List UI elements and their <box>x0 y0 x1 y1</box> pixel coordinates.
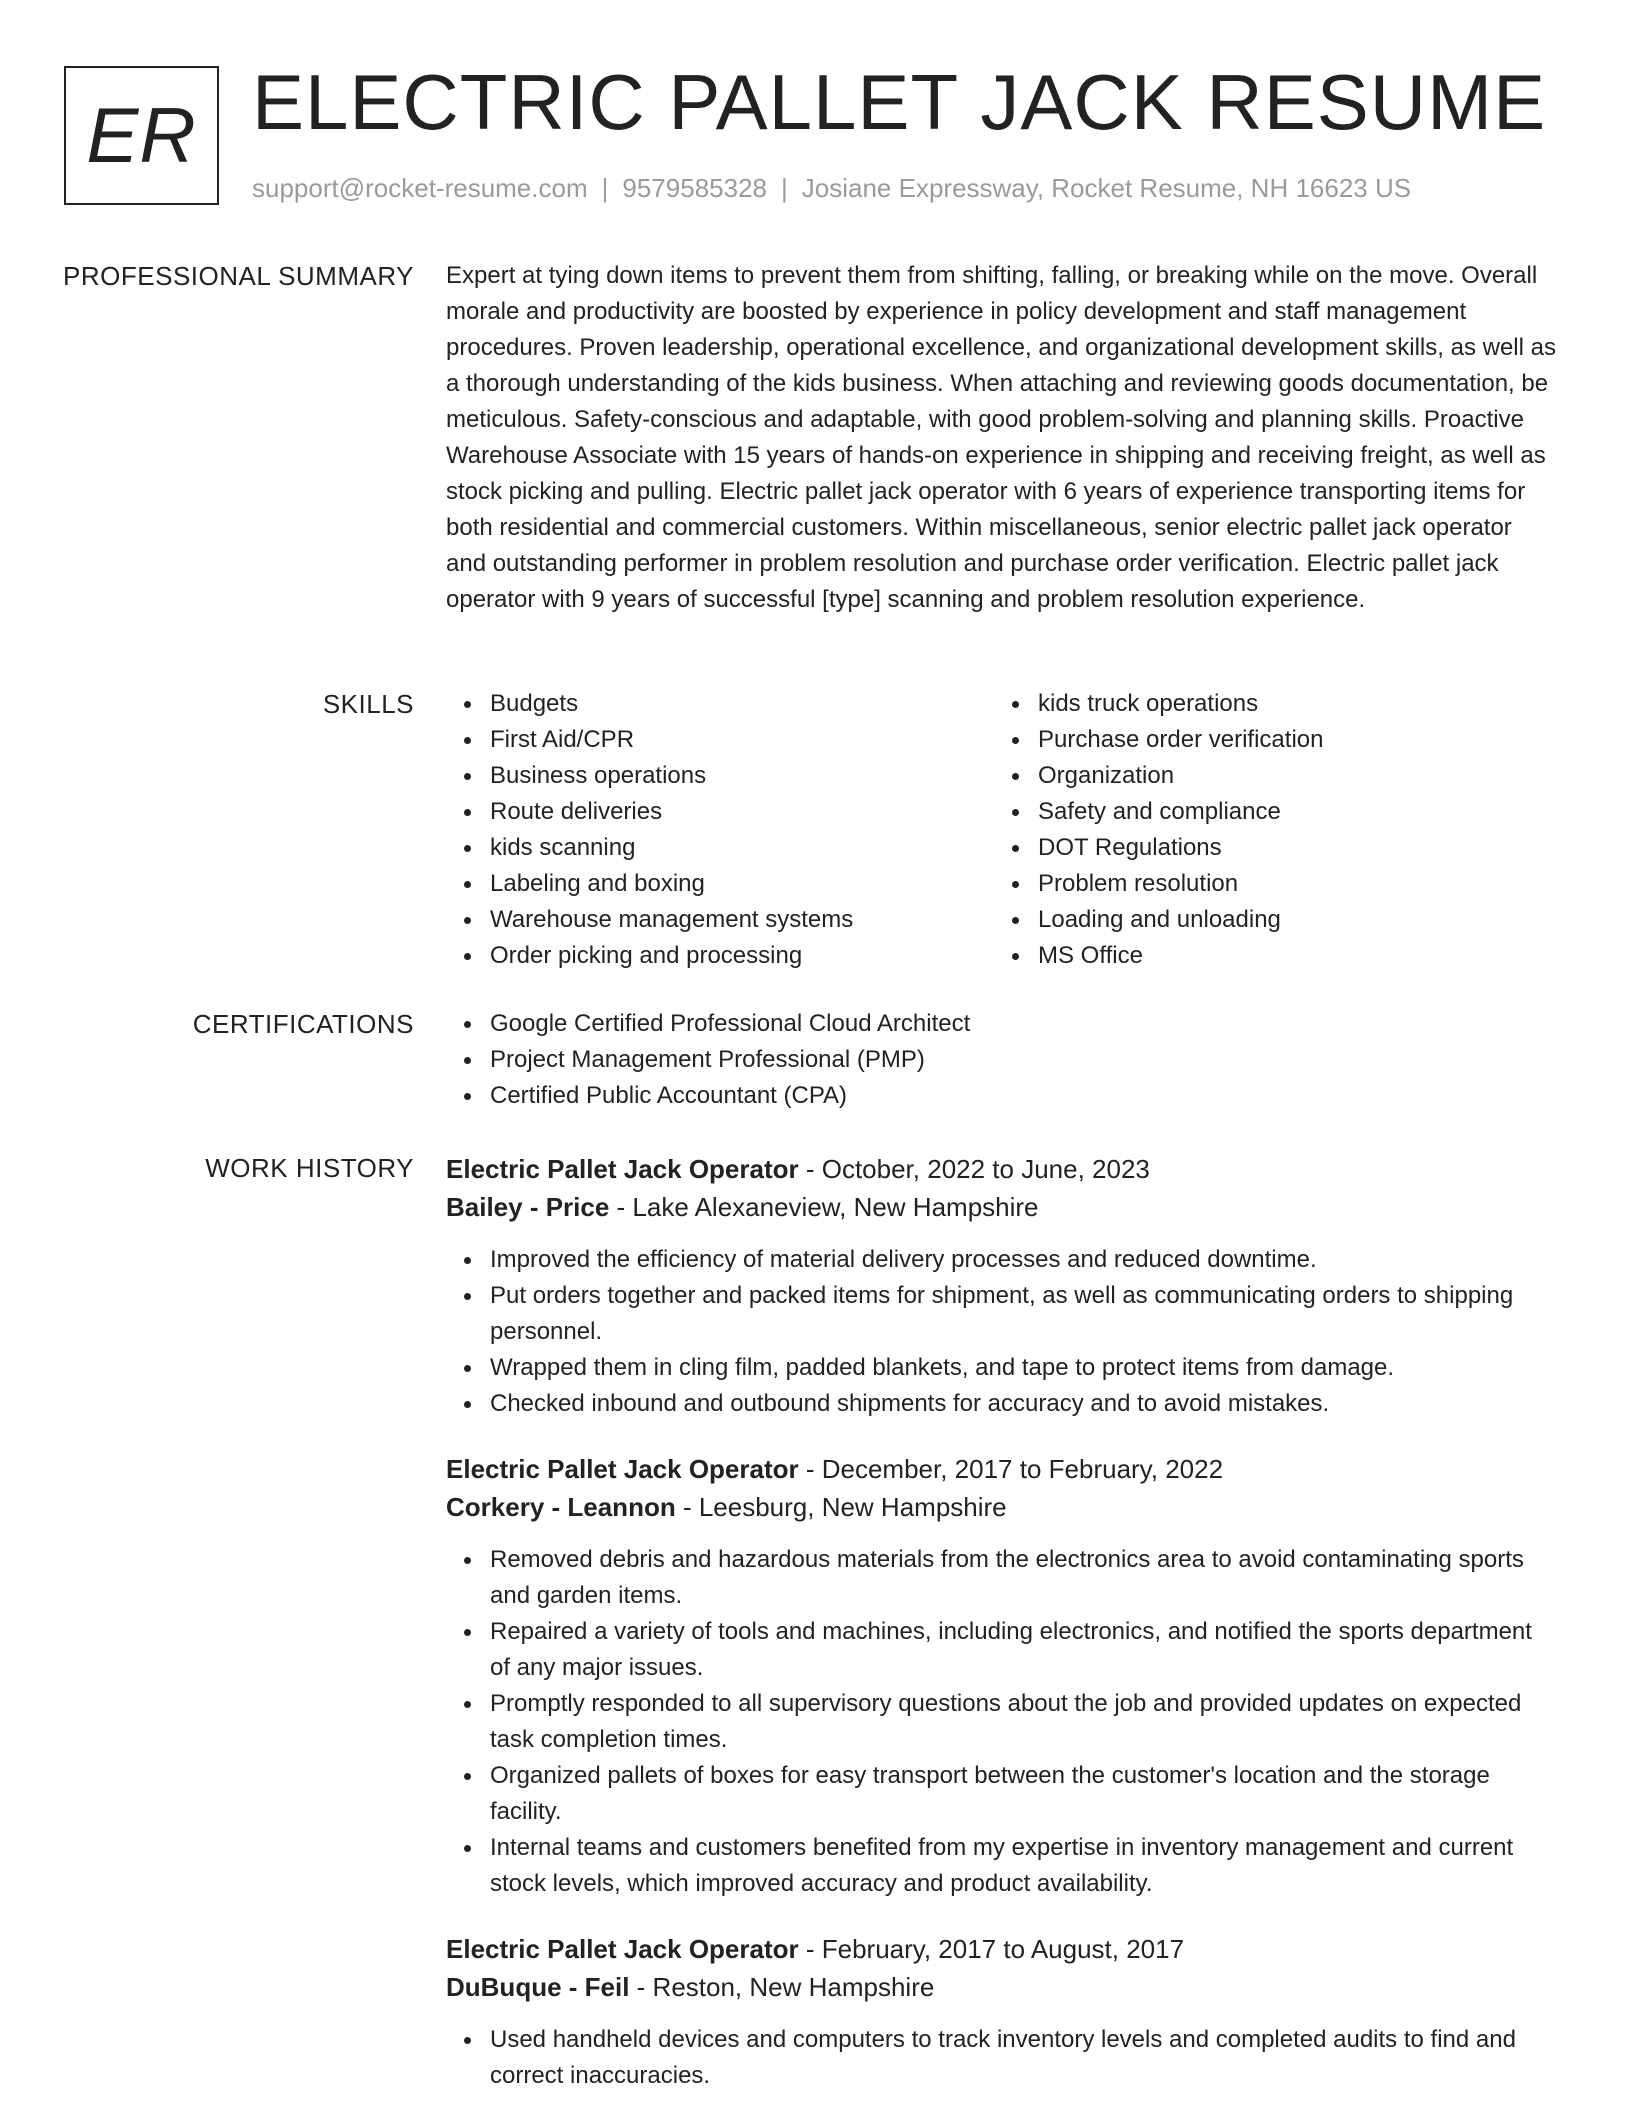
skill-item: Problem resolution <box>1038 866 1542 902</box>
contact-separator: | <box>601 173 609 203</box>
address-text: Josiane Expressway, Rocket Resume, NH 16623 US <box>801 173 1412 203</box>
job-bullets <box>446 2022 1556 2094</box>
contact-separator: | <box>781 173 788 203</box>
certification-item: Certified Public Accountant (CPA) <box>490 1078 1556 1114</box>
job-entry <box>446 1450 1556 1902</box>
skills-list-left <box>446 686 994 974</box>
phone-text: 9579585328 <box>622 173 767 203</box>
work-history-heading: WORK HISTORY <box>205 1153 414 1183</box>
job-company-line <box>446 1188 1556 1226</box>
job-entry <box>446 1150 1556 1422</box>
job-company-line <box>446 1968 1556 2006</box>
job-title-line <box>446 1450 1556 1488</box>
job-bullet: Put orders together and packed items for shipment, as well as communicating orders to shipping personnel. <box>490 1278 1556 1350</box>
skill-item: DOT Regulations <box>1038 830 1542 866</box>
skill-item: kids scanning <box>490 830 994 866</box>
job-company: Bailey - Price <box>446 1192 610 1222</box>
job-location: - Reston, New Hampshire <box>629 1972 935 2002</box>
job-title: Electric Pallet Jack Operator <box>446 1454 799 1484</box>
skills-list-right <box>994 686 1542 974</box>
certifications-list <box>446 1006 1556 1114</box>
skill-item: Budgets <box>490 686 994 722</box>
skill-item: First Aid/CPR <box>490 722 994 758</box>
skill-item: Order picking and processing <box>490 938 994 974</box>
skill-item: Safety and compliance <box>1038 794 1542 830</box>
contact-line <box>252 172 1411 206</box>
job-entry <box>446 1930 1556 2094</box>
certification-item: Project Management Professional (PMP) <box>490 1042 1556 1078</box>
skill-item: Loading and unloading <box>1038 902 1542 938</box>
job-dates: - October, 2022 to June, 2023 <box>798 1154 1150 1184</box>
monogram-text: ER <box>86 91 197 179</box>
monogram-logo <box>64 66 219 205</box>
skill-item: MS Office <box>1038 938 1542 974</box>
job-bullets <box>446 1242 1556 1422</box>
job-title: Electric Pallet Jack Operator <box>446 1934 799 1964</box>
skills-column-right <box>994 686 1542 974</box>
job-dates: - February, 2017 to August, 2017 <box>798 1934 1185 1964</box>
job-bullet: Organized pallets of boxes for easy transport between the customer's location and the storage facility. <box>490 1758 1556 1830</box>
job-bullet: Internal teams and customers benefited from my expertise in inventory management and current stock levels, which improved accuracy and product availability. <box>490 1830 1556 1902</box>
job-bullet: Removed debris and hazardous materials from the electronics area to avoid contaminating sports and garden items. <box>490 1542 1556 1614</box>
skill-item: Business operations <box>490 758 994 794</box>
certification-item: Google Certified Professional Cloud Architect <box>490 1006 1556 1042</box>
job-bullets <box>446 1542 1556 1902</box>
job-company-line <box>446 1488 1556 1526</box>
job-bullet: Improved the efficiency of material delivery processes and reduced downtime. <box>490 1242 1556 1278</box>
job-title-line <box>446 1930 1556 1968</box>
skills-body <box>446 686 1556 974</box>
job-bullet: Used handheld devices and computers to track inventory levels and completed audits to find and correct inaccuracies. <box>490 2022 1556 2094</box>
job-company: DuBuque - Feil <box>446 1972 630 2002</box>
work-history-body <box>446 1150 1556 2122</box>
resume-title: ELECTRIC PALLET JACK RESUME <box>252 58 1547 146</box>
skill-item: kids truck operations <box>1038 686 1542 722</box>
job-bullet: Repaired a variety of tools and machines, including electronics, and notified the sports department of any major issues. <box>490 1614 1556 1686</box>
job-location: - Leesburg, New Hampshire <box>675 1492 1007 1522</box>
skill-item: Purchase order verification <box>1038 722 1542 758</box>
job-location: - Lake Alexaneview, New Hampshire <box>609 1192 1039 1222</box>
job-bullet: Wrapped them in cling film, padded blankets, and tape to protect items from damage. <box>490 1350 1556 1386</box>
skills-heading: SKILLS <box>322 689 414 719</box>
skill-item: Labeling and boxing <box>490 866 994 902</box>
job-title: Electric Pallet Jack Operator <box>446 1154 799 1184</box>
job-company: Corkery - Leannon <box>446 1492 676 1522</box>
skills-column-left <box>446 686 994 974</box>
job-dates: - December, 2017 to February, 2022 <box>798 1454 1224 1484</box>
certifications-heading: CERTIFICATIONS <box>192 1009 414 1039</box>
email-text: support@rocket-resume.com <box>252 173 588 203</box>
certifications-body <box>446 1006 1556 1114</box>
skill-item: Route deliveries <box>490 794 994 830</box>
summary-body <box>446 258 1556 618</box>
summary-paragraph: Expert at tying down items to prevent them from shifting, falling, or breaking while on the move. Overall morale and productivity are boosted by experience in policy development and staff management procedures. Proven leadership, operational excellence, and organizational development skills, as well as a thorough understanding of the kids business. When attaching and reviewing goods documentation, be meticulous. Safety-conscious and adaptable, with good problem-solving and planning skills. Proactive Warehouse Associate with 15 years of hands-on experience in shipping and receiving freight, as well as stock picking and pulling. Electric pallet jack operator with 6 years of experience transporting items for both residential and commercial customers. Within miscellaneous, senior electric pallet jack operator and outstanding performer in problem resolution and purchase order verification. Electric pallet jack operator with 9 years of successful [type] scanning and problem resolution experience. <box>446 262 1556 613</box>
summary-heading: PROFESSIONAL SUMMARY <box>63 261 414 291</box>
skill-item: Warehouse management systems <box>490 902 994 938</box>
job-bullet: Checked inbound and outbound shipments for accuracy and to avoid mistakes. <box>490 1386 1556 1422</box>
job-title-line <box>446 1150 1556 1188</box>
job-bullet: Promptly responded to all supervisory questions about the job and provided updates on expected task completion times. <box>490 1686 1556 1758</box>
skill-item: Organization <box>1038 758 1542 794</box>
